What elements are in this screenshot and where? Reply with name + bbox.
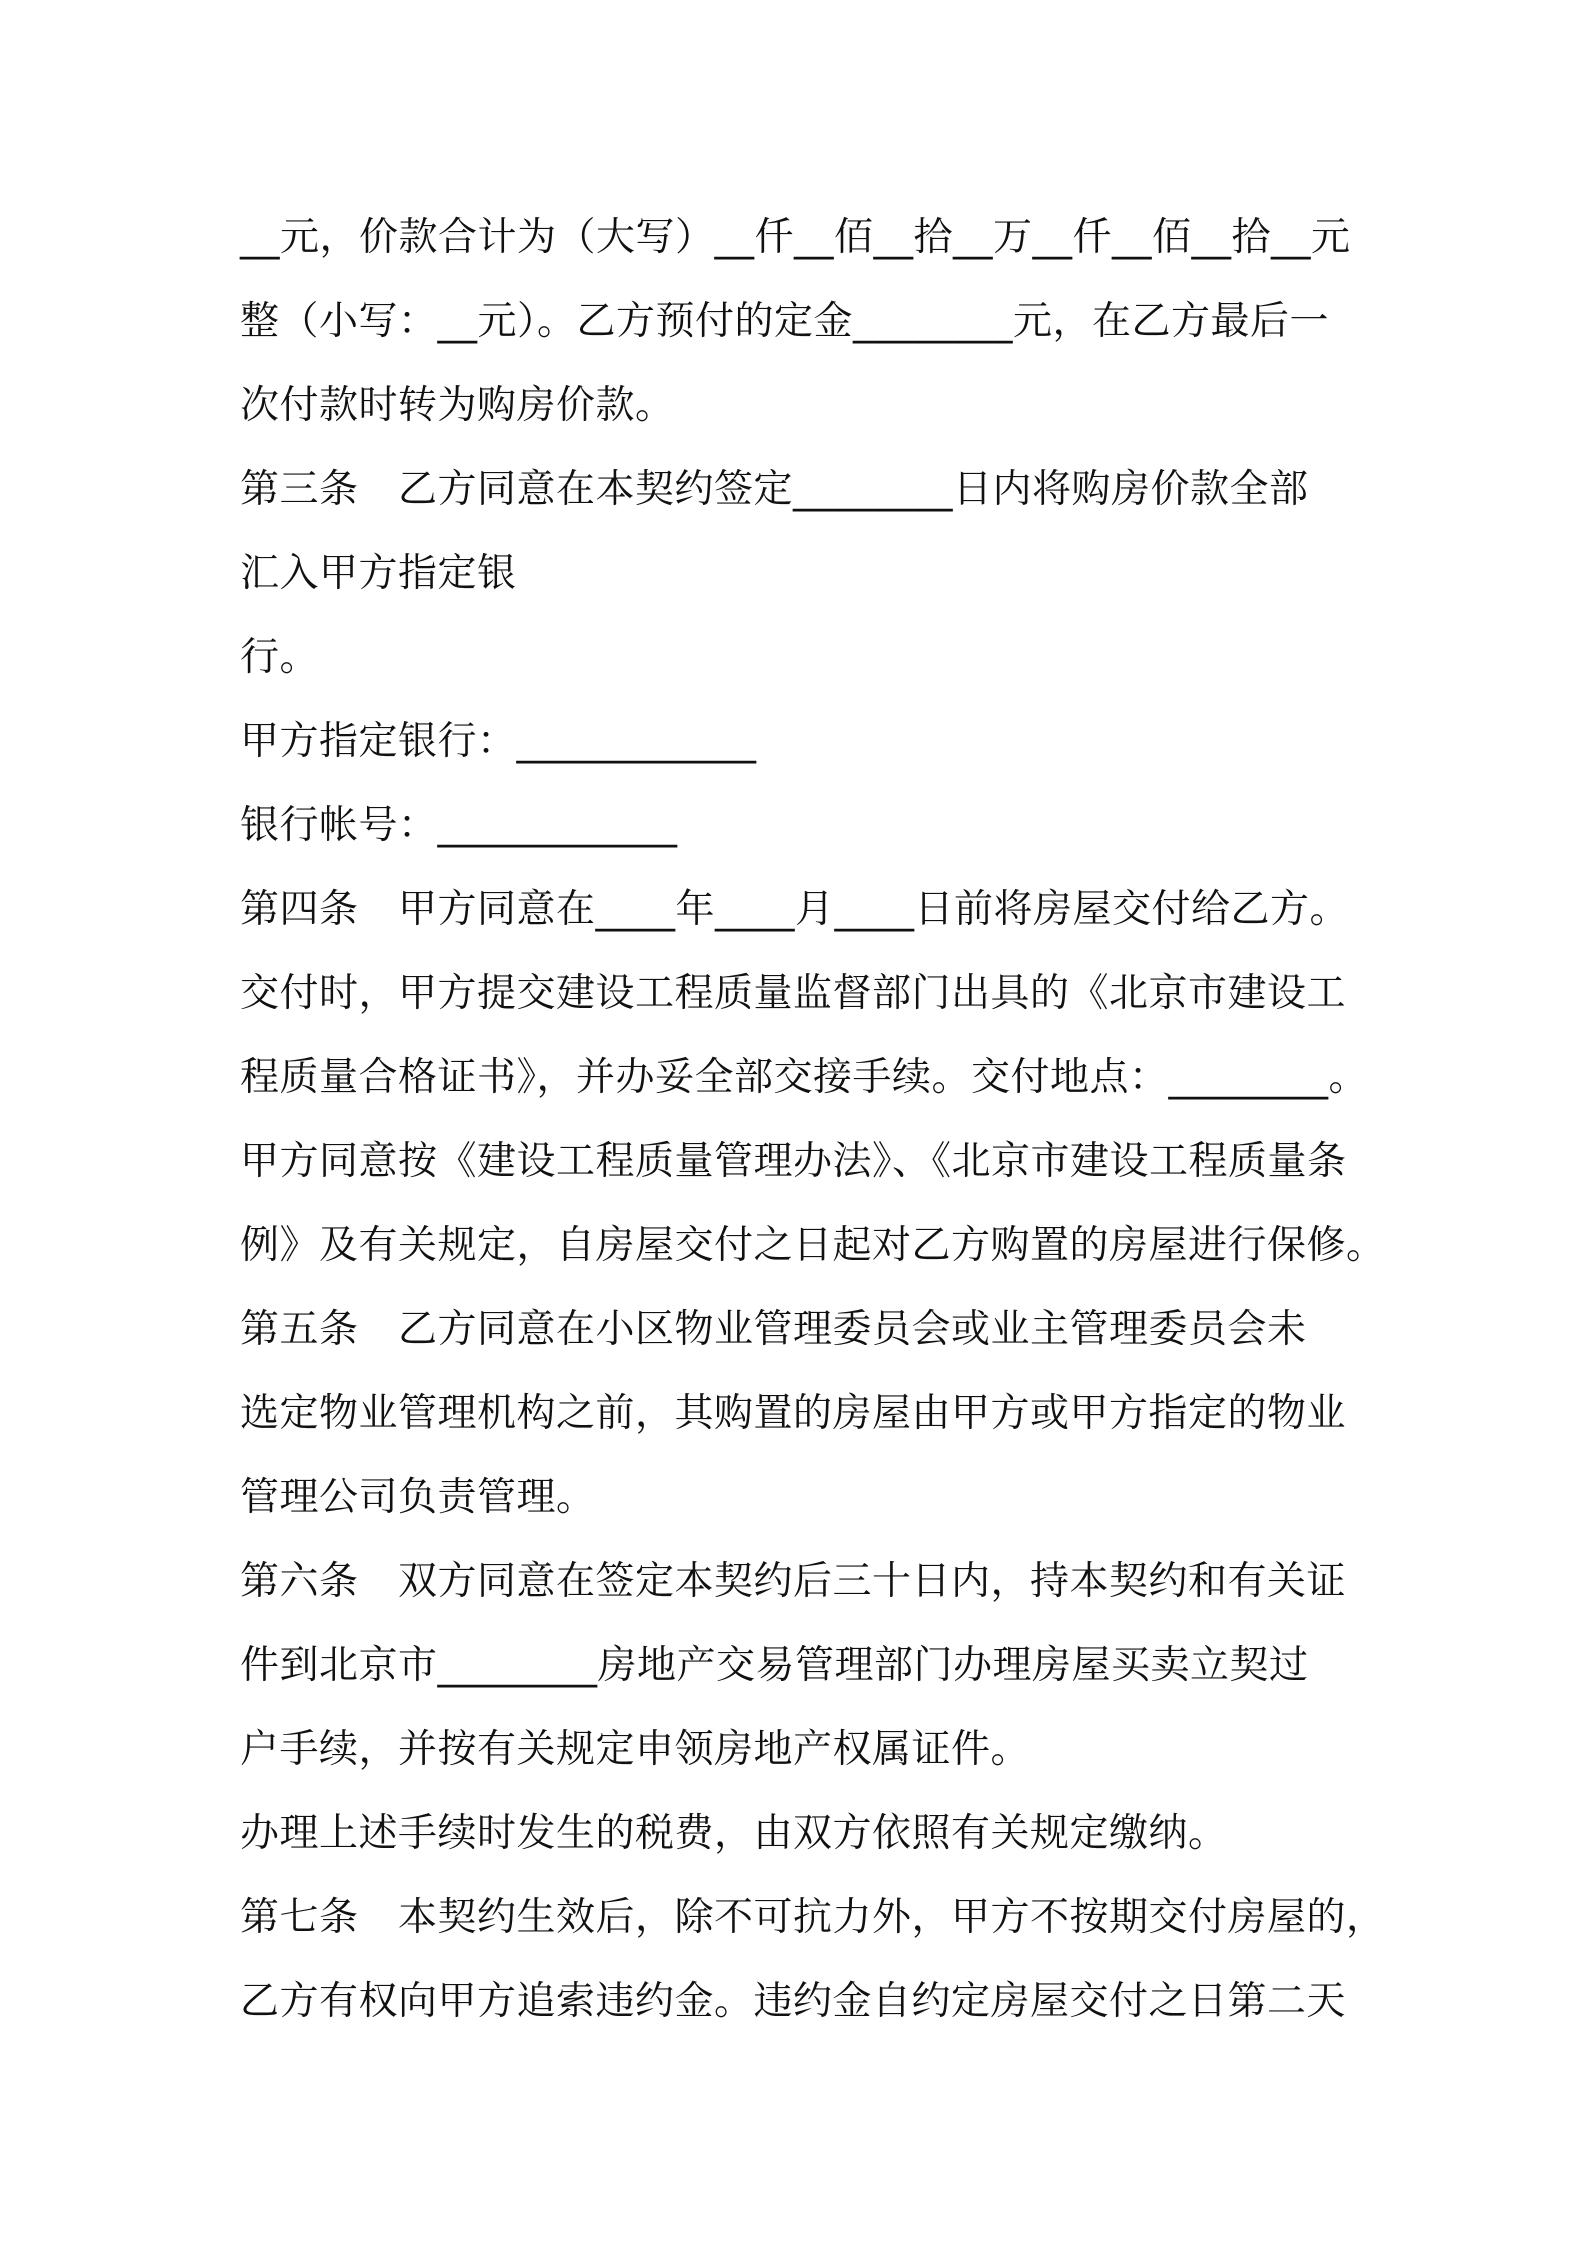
- text-line: 第七条 本契约生效后，除不可抗力外，甲方不按期交付房屋的，: [240, 1895, 1386, 1940]
- text-line: 第四条 甲方同意在____年____月____日前将房屋交付给乙方。: [240, 887, 1350, 932]
- text-line: 第六条 双方同意在签定本契约后三十日内，持本契约和有关证: [240, 1559, 1347, 1604]
- text-line: 整（小写：__元）。乙方预付的定金________元，在乙方最后一: [240, 299, 1330, 344]
- text-line: 件到北京市________房地产交易管理部门办理房屋买卖立契过: [240, 1643, 1309, 1688]
- text-line: 第三条 乙方同意在本契约签定________日内将购房价款全部: [240, 467, 1309, 512]
- text-line: 办理上述手续时发生的税费，由双方依照有关规定缴纳。: [240, 1811, 1228, 1856]
- text-line: 甲方同意按《建设工程质量管理办法》、《北京市建设工程质量条: [240, 1139, 1347, 1184]
- text-line: 汇入甲方指定银: [240, 551, 517, 596]
- text-line: __元，价款合计为（大写）__仟__佰__拾__万__仟__佰__拾__元: [240, 215, 1351, 260]
- document-body: [240, 196, 1386, 2044]
- text-line: 选定物业管理机构之前，其购置的房屋由甲方或甲方指定的物业: [240, 1391, 1347, 1436]
- text-line: 银行帐号：____________: [240, 803, 678, 848]
- text-line: 程质量合格证书》，并办妥全部交接手续。交付地点：________。: [240, 1055, 1369, 1100]
- text-line: 第五条 乙方同意在小区物业管理委员会或业主管理委员会未: [240, 1307, 1307, 1352]
- text-line: 管理公司负责管理。: [240, 1475, 596, 1520]
- text-line: 次付款时转为购房价款。: [240, 383, 675, 428]
- text-line: 乙方有权向甲方追索违约金。违约金自约定房屋交付之日第二天: [240, 1979, 1347, 2024]
- text-line: 交付时，甲方提交建设工程质量监督部门出具的《北京市建设工: [240, 971, 1347, 1016]
- text-line: 例》及有关规定，自房屋交付之日起对乙方购置的房屋进行保修。: [240, 1223, 1386, 1268]
- text-line: 甲方指定银行：____________: [240, 719, 757, 764]
- text-line: 户手续，并按有关规定申领房地产权属证件。: [240, 1727, 1031, 1772]
- text-line: 行。: [240, 635, 320, 680]
